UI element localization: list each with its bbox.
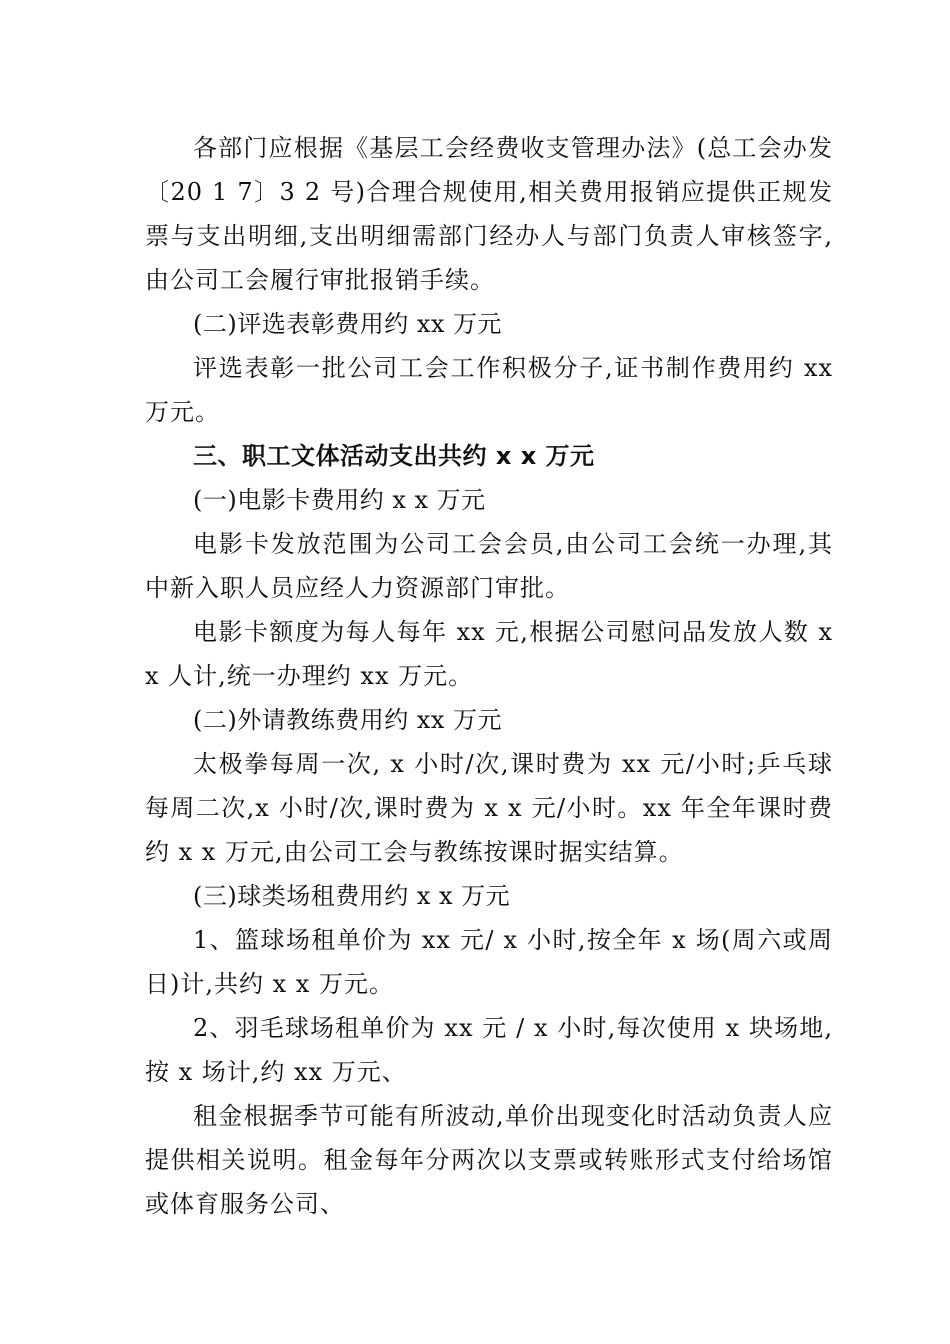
paragraph-coach-details: 太极拳每周一次, x 小时/次,课时费为 xx 元/小时;乒乓球每周二次,x 小时/次,课时费为 x x 元/小时。xx 年全年课时费约 x x 万元,由公司工会与教练按课时据实结算。 [145, 750, 833, 866]
paragraph-award-details: 评选表彰一批公司工会工作积极分子,证书制作费用约 xx 万元。 [145, 354, 833, 426]
document-body [145, 126, 833, 1226]
paragraph-basketball-rent: 1、篮球场租单价为 xx 元/ x 小时,按全年 x 场(周六或周日)计,共约 x x 万元。 [145, 926, 833, 998]
section-heading-activities: 三、职工文体活动支出共约 x x 万元 [193, 442, 595, 470]
paragraph-fund-usage: 各部门应根据《基层工会经费收支管理办法》(总工会办发〔20 1 7〕3 2 号)合理合规使用,相关费用报销应提供正规发票与支出明细,支出明细需部门经办人与部门负责人审核签字,由公司工会履行审批报销手续。 [145, 134, 833, 294]
subheading-award-costs: (二)评选表彰费用约 xx 万元 [193, 310, 503, 338]
paragraph-badminton-rent: 2、羽毛球场租单价为 xx 元 / x 小时,每次使用 x 块场地,按 x 场计,约 xx 万元、 [145, 1014, 833, 1086]
subheading-venue-rent: (三)球类场租费用约 x x 万元 [193, 882, 511, 910]
subheading-movie-card: (一)电影卡费用约 x x 万元 [193, 486, 486, 514]
subheading-coach-fees: (二)外请教练费用约 xx 万元 [193, 706, 503, 734]
paragraph-rent-notes: 租金根据季节可能有所波动,单价出现变化时活动负责人应提供相关说明。租金每年分两次以支票或转账形式支付给场馆或体育服务公司、 [145, 1102, 833, 1218]
paragraph-movie-card-amount: 电影卡额度为每人每年 xx 元,根据公司慰问品发放人数 xx 人计,统一办理约 xx 万元。 [145, 618, 833, 690]
paragraph-movie-card-scope: 电影卡发放范围为公司工会会员,由公司工会统一办理,其中新入职人员应经人力资源部门审批。 [145, 530, 833, 602]
